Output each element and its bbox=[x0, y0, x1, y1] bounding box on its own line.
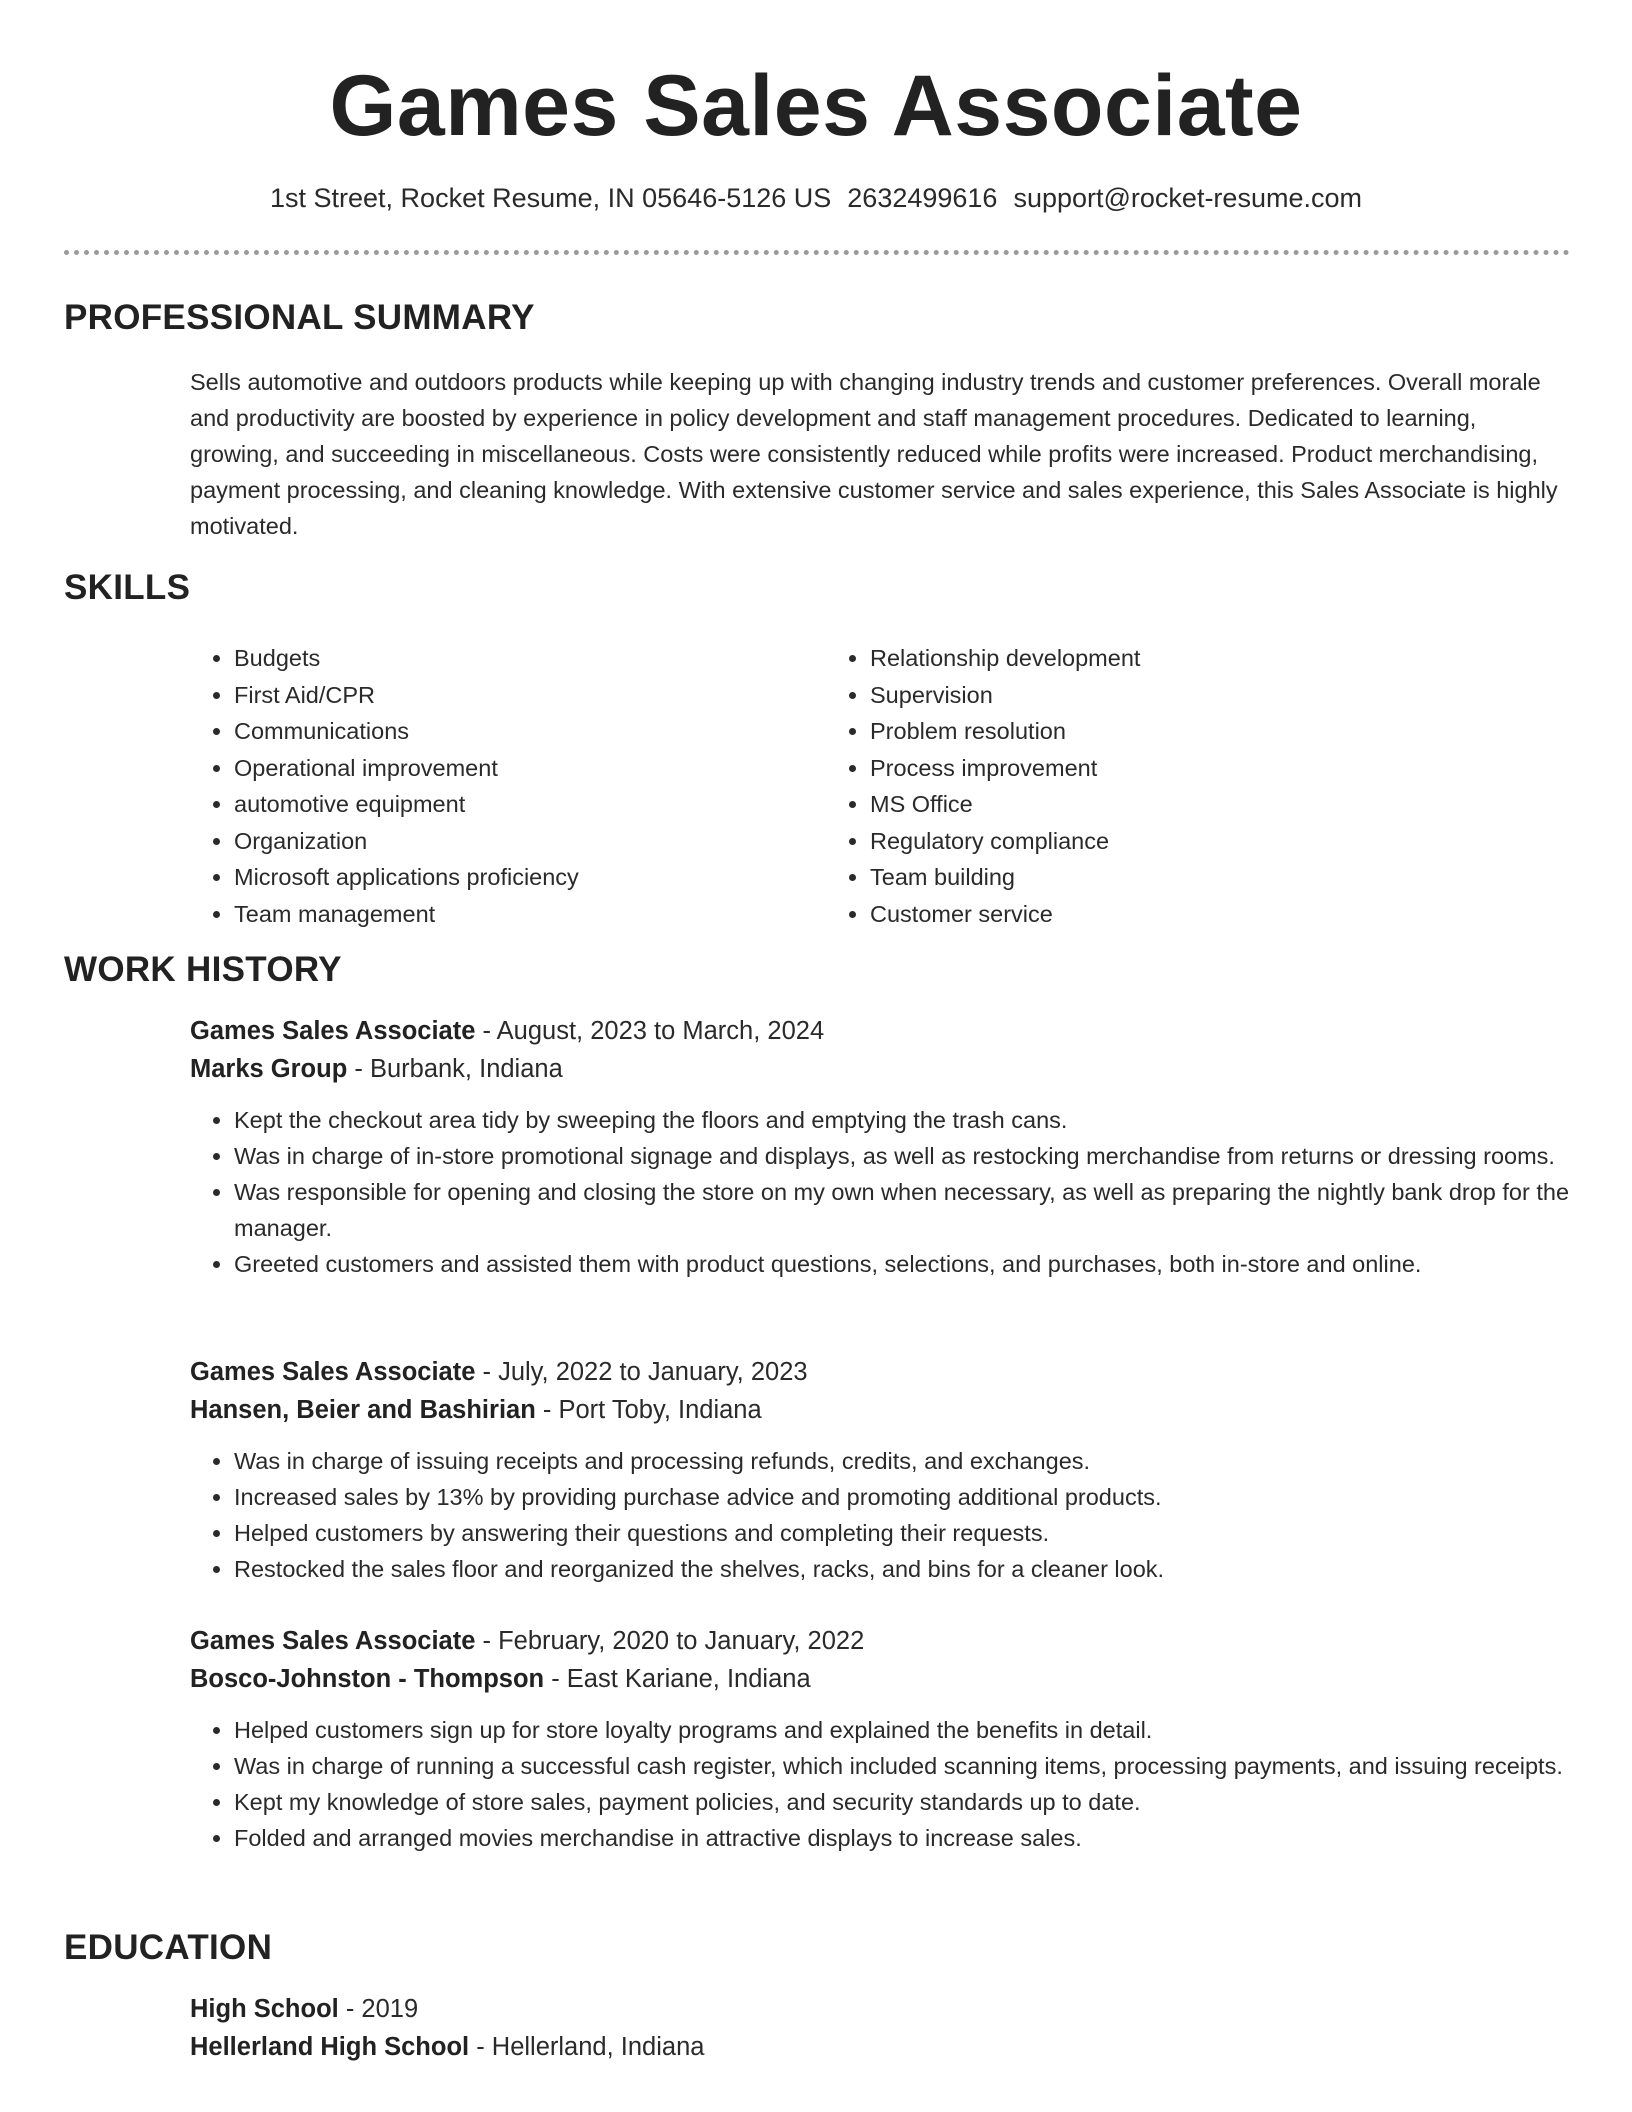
job-bullet: • Kept my knowledge of store sales, payment policies, and security standards up to date. bbox=[234, 1784, 1570, 1820]
work-history-heading: WORK HISTORY bbox=[64, 950, 342, 989]
job-location: - East Kariane, Indiana bbox=[544, 1665, 811, 1693]
education-school: Hellerland High School bbox=[190, 2033, 470, 2061]
job-bullet: • Increased sales by 13% by providing purchase advice and promoting additional products. bbox=[234, 1479, 1570, 1515]
summary-heading: PROFESSIONAL SUMMARY bbox=[64, 298, 535, 337]
job-title-line bbox=[190, 1012, 1570, 1050]
job-company-line bbox=[190, 1660, 1570, 1698]
skill-item: • Customer service bbox=[870, 896, 1526, 933]
education-heading: EDUCATION bbox=[64, 1928, 273, 1967]
job-dates: - August, 2023 to March, 2024 bbox=[475, 1017, 825, 1045]
job-bullet: • Folded and arranged movies merchandise in attractive displays to increase sales. bbox=[234, 1820, 1570, 1856]
education-entry bbox=[190, 1990, 1570, 2066]
header-divider bbox=[64, 250, 1570, 255]
skill-item: • MS Office bbox=[870, 786, 1526, 823]
skills-list bbox=[190, 640, 1570, 932]
job-bullet: • Was in charge of in-store promotional signage and displays, as well as restocking merchandise from returns or dressing rooms. bbox=[234, 1138, 1570, 1174]
education-location: - Hellerland, Indiana bbox=[469, 2033, 705, 2061]
education-year: - 2019 bbox=[338, 1995, 419, 2023]
skill-item: • Problem resolution bbox=[870, 713, 1526, 750]
skills-column-left bbox=[190, 640, 826, 932]
skills-column-right bbox=[826, 640, 1526, 932]
skill-item: • Operational improvement bbox=[234, 750, 826, 787]
job-role: Games Sales Associate bbox=[190, 1358, 476, 1386]
job-entry bbox=[190, 1012, 1570, 1282]
contact-line bbox=[0, 180, 1632, 216]
job-company-line bbox=[190, 1050, 1570, 1088]
skill-item: • Regulatory compliance bbox=[870, 823, 1526, 860]
job-role: Games Sales Associate bbox=[190, 1017, 476, 1045]
job-dates: - July, 2022 to January, 2023 bbox=[475, 1358, 808, 1386]
skill-item: • automotive equipment bbox=[234, 786, 826, 823]
skill-item: • Communications bbox=[234, 713, 826, 750]
job-bullet: • Helped customers by answering their questions and completing their requests. bbox=[234, 1515, 1570, 1551]
job-bullet: • Was responsible for opening and closing the store on my own when necessary, as well as preparing the nightly bank drop for the manager. bbox=[234, 1174, 1570, 1246]
skill-item: • Process improvement bbox=[870, 750, 1526, 787]
job-bullet: • Restocked the sales floor and reorganized the shelves, racks, and bins for a cleaner look. bbox=[234, 1551, 1570, 1587]
job-company: Bosco-Johnston - Thompson bbox=[190, 1665, 545, 1693]
job-bullet: • Kept the checkout area tidy by sweeping the floors and emptying the trash cans. bbox=[234, 1102, 1570, 1138]
education-degree: High School bbox=[190, 1995, 339, 2023]
skill-item: • First Aid/CPR bbox=[234, 677, 826, 714]
job-bullets bbox=[190, 1443, 1570, 1587]
skill-item: • Organization bbox=[234, 823, 826, 860]
skill-item: • Relationship development bbox=[870, 640, 1526, 677]
job-bullet: • Was in charge of running a successful cash register, which included scanning items, processing payments, and issuing receipts. bbox=[234, 1748, 1570, 1784]
skill-item: • Budgets bbox=[234, 640, 826, 677]
job-company: Hansen, Beier and Bashirian bbox=[190, 1396, 536, 1424]
summary-text: Sells automotive and outdoors products while keeping up with changing industry trends and customer preferences. Overall morale and productivity are boosted by experience in policy development and staff management procedures. Dedicated to learning, growing, and succeeding in miscellaneous. Costs were consistently reduced while profits were increased. Product merchandising, payment processing, and cleaning knowledge. With extensive customer service and sales experience, this Sales Associate is highly motivated. bbox=[190, 369, 1558, 539]
skill-item: • Team management bbox=[234, 896, 826, 933]
job-title-line bbox=[190, 1622, 1570, 1660]
contact-address: 1st Street, Rocket Resume, IN 05646-5126 US bbox=[270, 183, 832, 213]
job-location: - Burbank, Indiana bbox=[347, 1055, 563, 1083]
job-bullet: • Was in charge of issuing receipts and processing refunds, credits, and exchanges. bbox=[234, 1443, 1570, 1479]
job-bullet: • Helped customers sign up for store loyalty programs and explained the benefits in detail. bbox=[234, 1712, 1570, 1748]
skills-heading: SKILLS bbox=[64, 568, 191, 607]
skill-item: • Supervision bbox=[870, 677, 1526, 714]
job-bullet: • Greeted customers and assisted them with product questions, selections, and purchases, both in-store and online. bbox=[234, 1246, 1570, 1282]
skill-item: • Microsoft applications proficiency bbox=[234, 859, 826, 896]
contact-phone: 2632499616 bbox=[847, 183, 998, 213]
job-location: - Port Toby, Indiana bbox=[535, 1396, 762, 1424]
job-title-line bbox=[190, 1353, 1570, 1391]
job-company-line bbox=[190, 1391, 1570, 1429]
skill-item: • Team building bbox=[870, 859, 1526, 896]
job-company: Marks Group bbox=[190, 1055, 348, 1083]
job-bullets bbox=[190, 1102, 1570, 1282]
job-bullets bbox=[190, 1712, 1570, 1856]
job-entry bbox=[190, 1353, 1570, 1587]
job-dates: - February, 2020 to January, 2022 bbox=[475, 1627, 865, 1655]
education-school-line bbox=[190, 2028, 1570, 2066]
job-role: Games Sales Associate bbox=[190, 1627, 476, 1655]
education-degree-line bbox=[190, 1990, 1570, 2028]
candidate-name: Games Sales Associate bbox=[329, 58, 1303, 154]
job-entry bbox=[190, 1622, 1570, 1856]
contact-email: support@rocket-resume.com bbox=[1013, 183, 1362, 213]
